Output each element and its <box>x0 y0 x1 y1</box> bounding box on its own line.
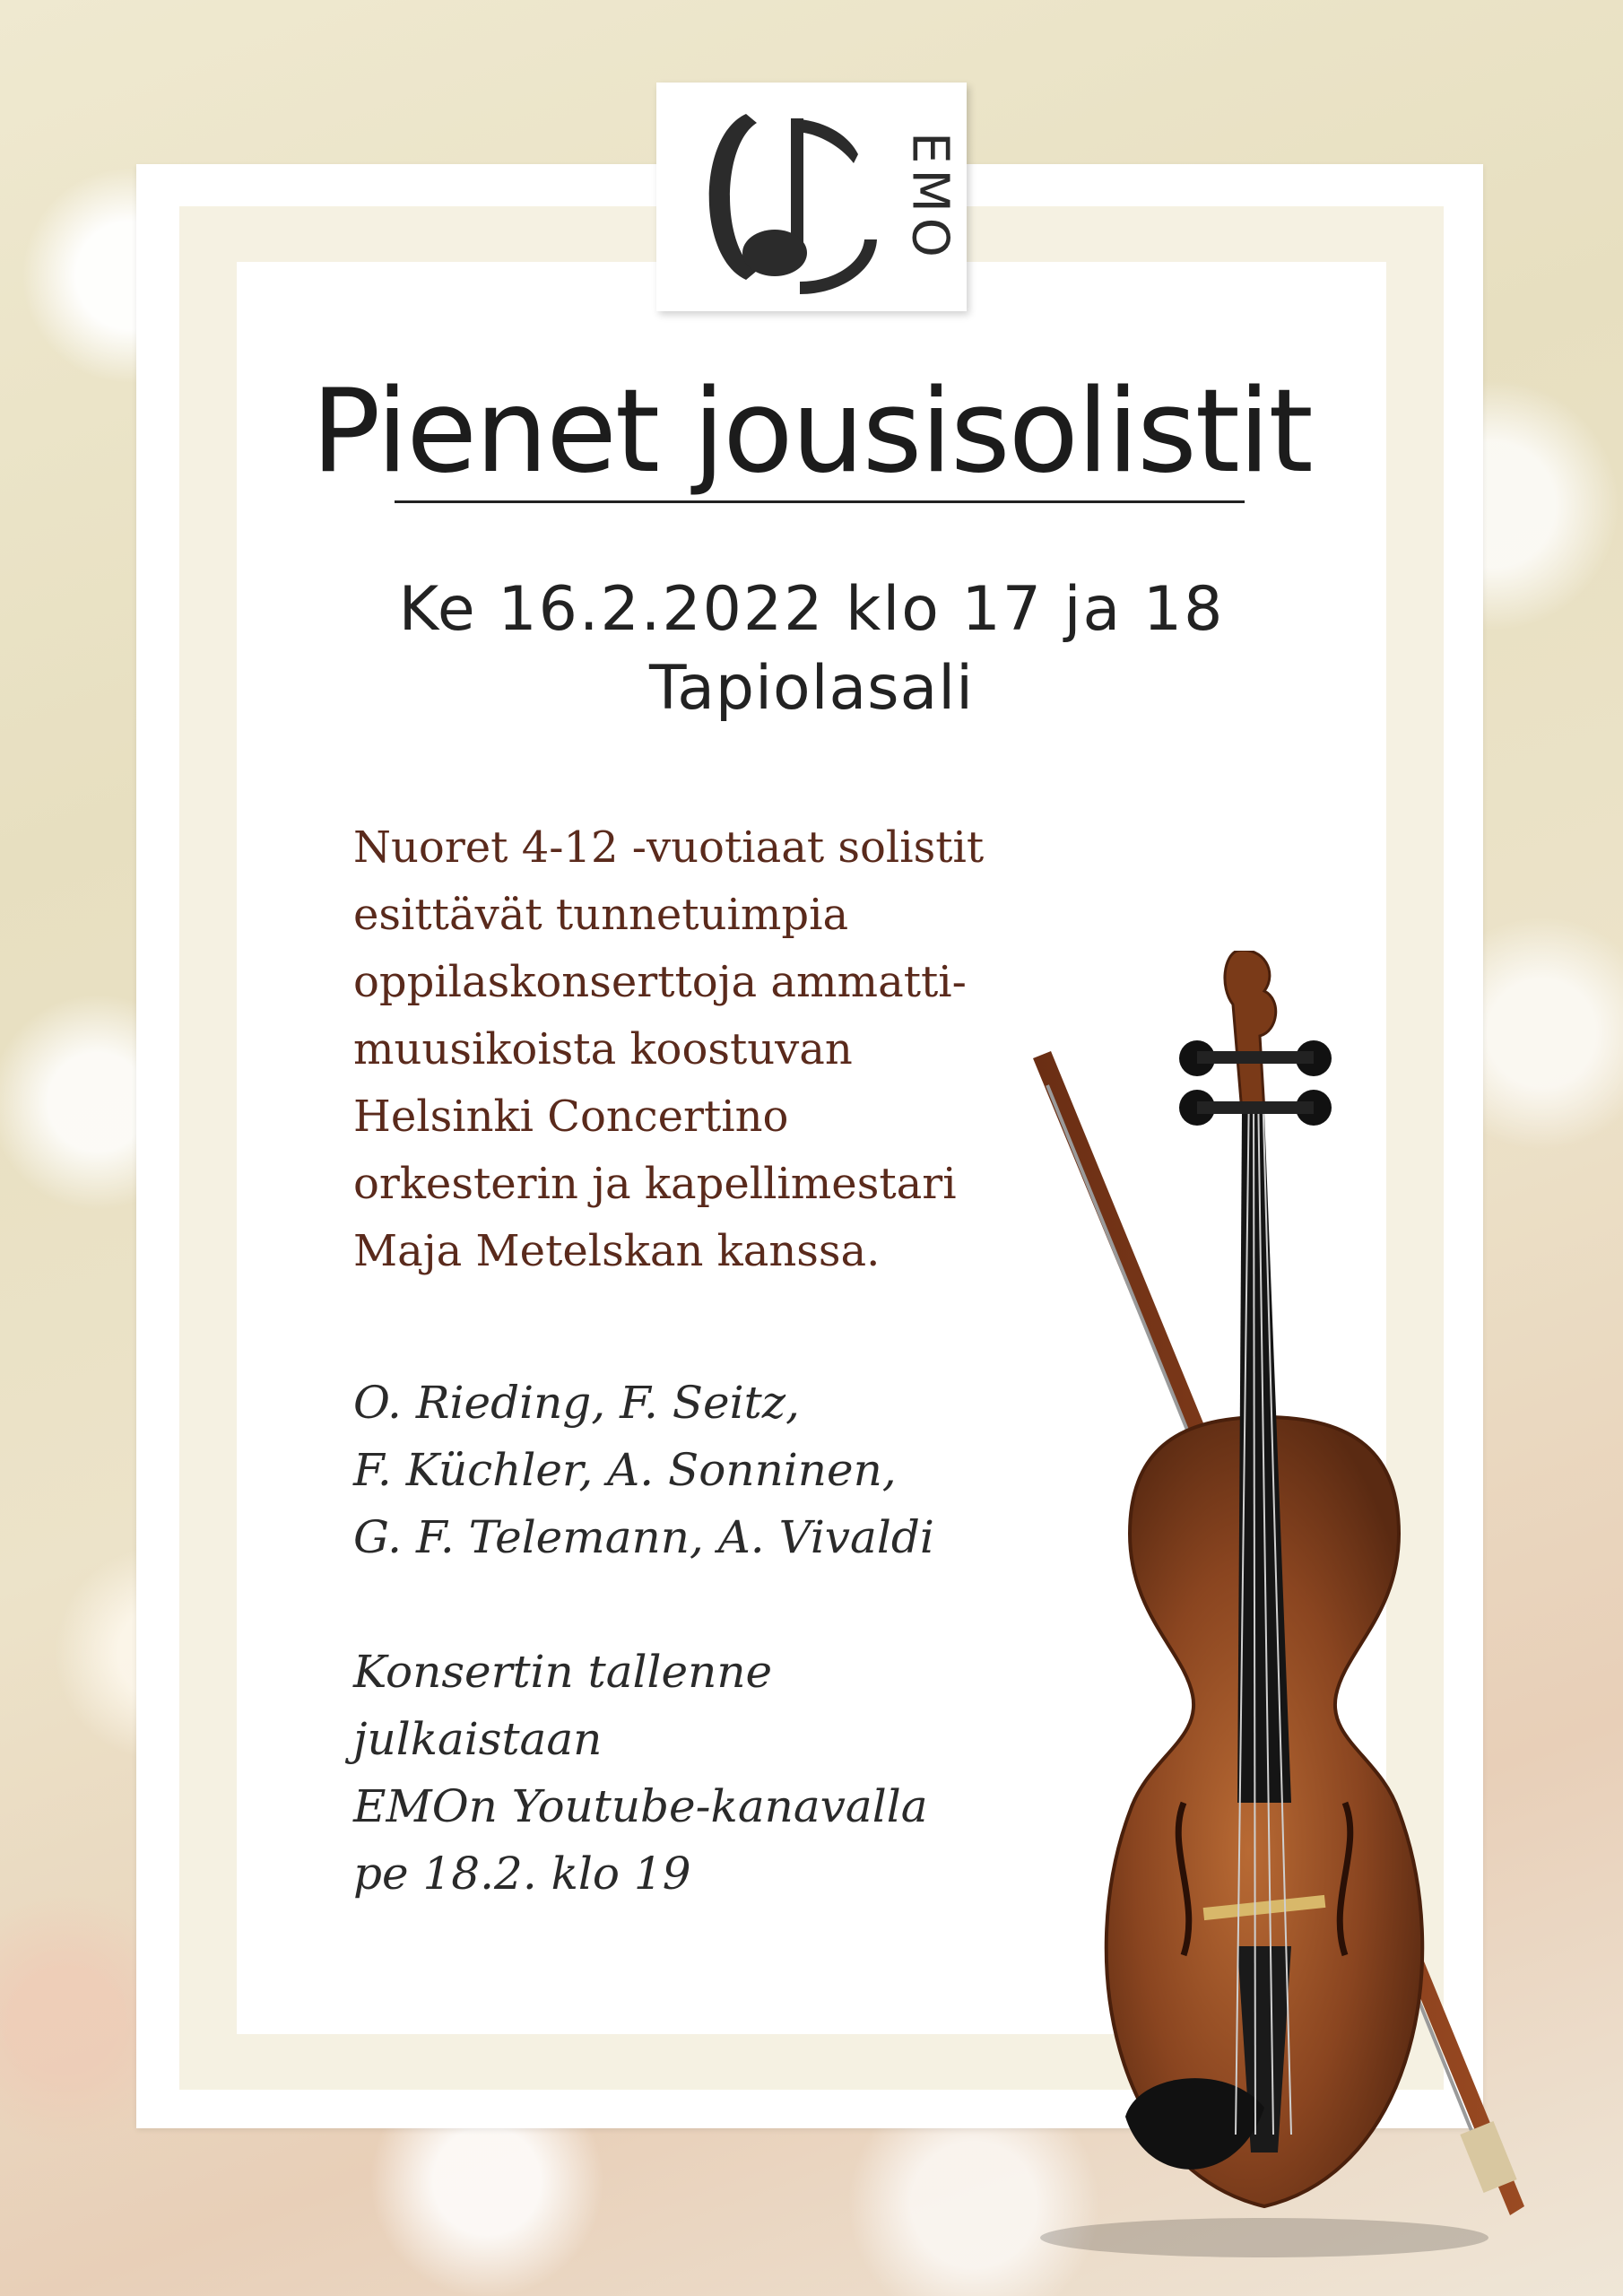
logo-text: EMO <box>900 132 959 263</box>
description-line: oppilaskonserttoja ammatti- <box>353 957 967 1007</box>
description-line: esittävät tunnetuimpia <box>353 890 849 940</box>
description-line: Maja Metelskan kanssa. <box>353 1226 881 1276</box>
composer-list <box>353 1370 1071 1571</box>
event-date: Ke 16.2.2022 klo 17 ja 18 <box>398 574 1225 645</box>
composer-line: F. Küchler, A. Sonninen, <box>353 1444 897 1496</box>
recording-line: julkaistaan <box>353 1713 603 1765</box>
title-underline <box>395 500 1245 503</box>
description-line: Nuoret 4-12 -vuotiaat solistit <box>353 822 985 873</box>
composer-line: G. F. Telemann, A. Vivaldi <box>353 1511 934 1563</box>
recording-line: EMOn Youtube-kanavalla <box>353 1780 928 1832</box>
description-line: muusikoista koostuvan <box>353 1024 853 1074</box>
description-line: Helsinki Concertino <box>353 1091 789 1142</box>
emo-logo <box>656 83 967 311</box>
violin-illustration <box>968 951 1560 2278</box>
recording-line: pe 18.2. klo 19 <box>353 1848 691 1900</box>
description-line: orkesterin ja kapellimestari <box>353 1159 957 1209</box>
composer-line: O. Rieding, F. Seitz, <box>353 1377 800 1429</box>
recording-line: Konsertin tallenne <box>353 1646 773 1698</box>
recording-note <box>353 1639 1071 1908</box>
page-title: Pienet jousisolistit <box>311 365 1312 499</box>
event-venue: Tapiolasali <box>648 653 975 724</box>
